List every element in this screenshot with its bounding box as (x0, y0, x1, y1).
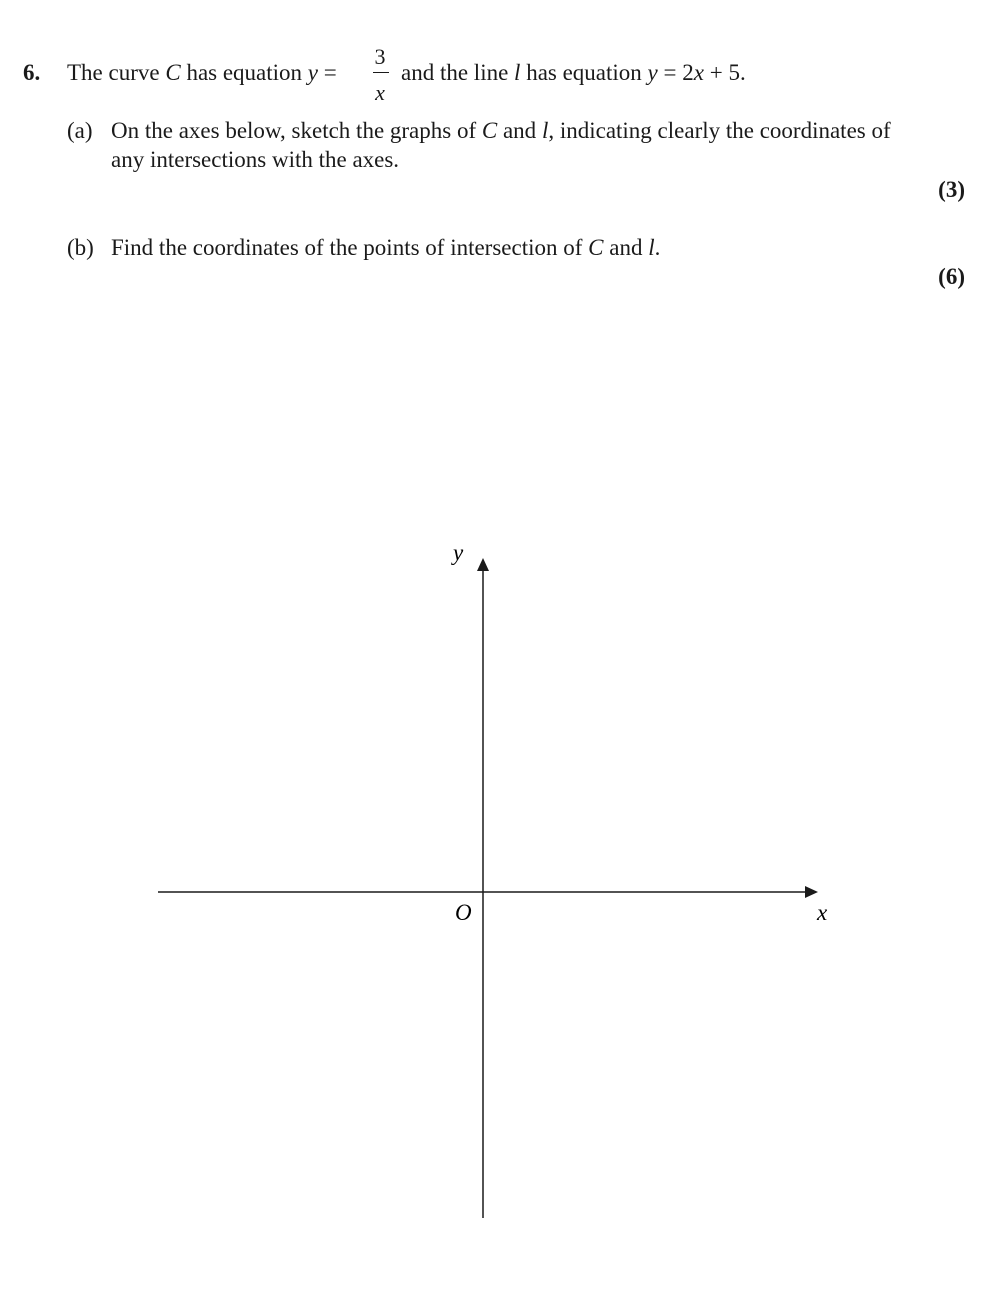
stem-line-symbol: l (514, 60, 521, 85)
part-a-label: (a) (67, 118, 93, 143)
stem-text-2: has equation (180, 60, 308, 85)
y-axis-arrowhead (477, 558, 489, 571)
stem-equals: = (318, 60, 337, 85)
stem-text-1: The curve (67, 60, 166, 85)
x-axis-arrowhead (805, 886, 818, 898)
stem-y2-symbol: y (647, 60, 658, 85)
part-b-curve-symbol: C (588, 235, 604, 260)
part-b-line-symbol: l (648, 235, 655, 260)
fraction-numerator: 3 (374, 44, 386, 69)
part-b-marks: (6) (938, 264, 965, 289)
part-b-text-1: Find the coordinates of the points of intersection of (111, 235, 589, 260)
part-b-text-3: . (654, 235, 661, 260)
question-number: 6. (23, 60, 41, 85)
part-a-text-1: On the axes below, sketch the graphs of (111, 118, 482, 143)
part-a-text-2: and (497, 118, 542, 143)
part-a-curve-symbol: C (481, 118, 498, 143)
part-a-line-symbol: l (541, 118, 549, 143)
stem-text-3: and the line (401, 60, 515, 85)
part-b-label: (b) (67, 235, 94, 260)
stem-x-symbol: x (693, 60, 704, 85)
stem-curve-symbol: C (165, 60, 181, 85)
stem-y-symbol: y (307, 60, 319, 85)
y-axis-label: y (453, 540, 464, 565)
part-a-text-3: , indicating clearly the coordinates of (548, 118, 891, 143)
part-a-marks: (3) (938, 177, 965, 202)
origin-label: O (455, 900, 472, 925)
x-axis-label: x (817, 900, 828, 925)
fraction-denominator: x (375, 80, 385, 105)
part-b-text-2: and (603, 235, 649, 260)
stem-text-4: has equation (520, 60, 648, 85)
stem-text-6: + 5. (703, 60, 746, 85)
part-a-line-2: any intersections with the axes. (111, 147, 400, 172)
stem-text-5: = 2 (657, 60, 694, 85)
